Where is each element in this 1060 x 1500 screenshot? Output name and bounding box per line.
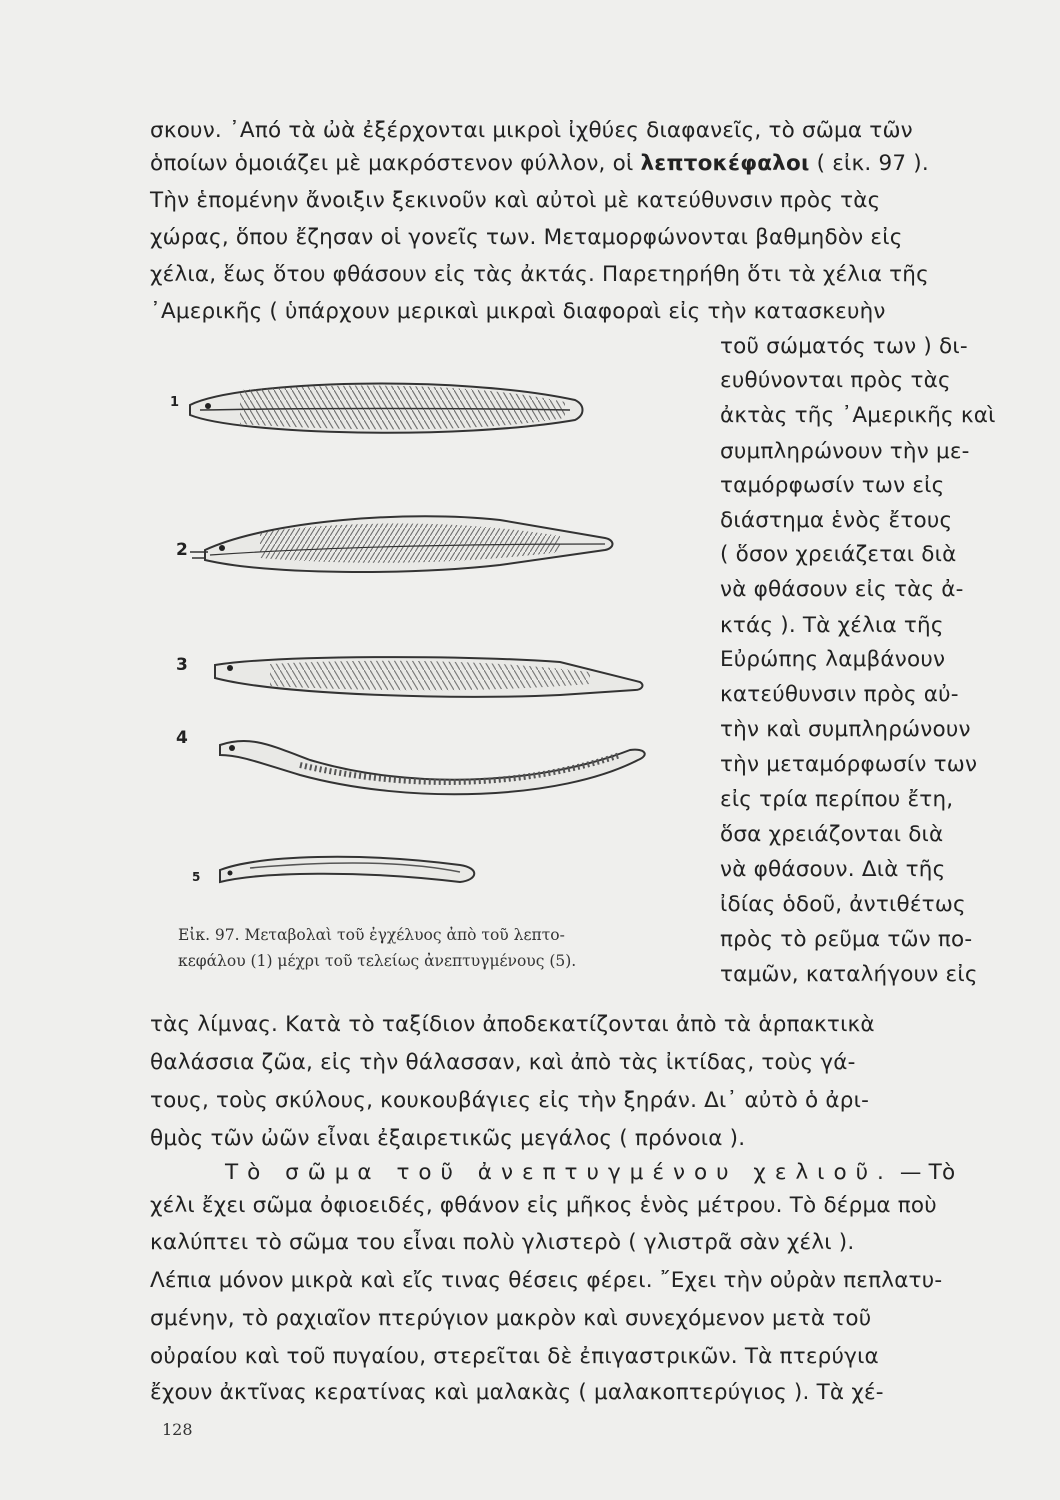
text-fragment: ὁποίων ὁμοιάζει μὲ μακρόστενον φύλλον, οἱ [150,151,634,176]
text-line: εἰς τρία περίπου ἔτη, [720,787,954,812]
text-line: Λέπια μόνον μικρὰ καὶ εἴς τινας θέσεις φέρει. ῎Εχει τὴν οὐρὰν πεπλατυ- [150,1268,943,1293]
text-line [150,151,929,176]
eel-stage-3-drawing [215,657,642,697]
text-line: τοῦ σώματός των ) δι- [720,334,968,359]
text-line: κατεύθυνσιν πρὸς αὐ- [720,682,959,707]
stage-label: 4 [176,728,188,748]
eel-stage-4-drawing [220,741,645,794]
text-line: ἔχουν ἀκτῖνας κερατίνας καὶ μαλακὰς ( μαλακοπτερύγιος ). Τὰ χέ- [150,1380,884,1405]
section-dash: — Τὸ [899,1160,956,1185]
text-line: χέλι ἔχει σῶμα ὀφιοειδές, φθάνον εἰς μῆκος ἑνὸς μέτρου. Τὸ δέρμα ποὺ [150,1193,937,1218]
text-line: ταμόρφωσίν των εἰς [720,473,945,498]
text-line: τὴν καὶ συμπληρώνουν [720,717,971,742]
figure-caption-line: Εἰκ. 97. Μεταβολαὶ τοῦ ἐγχέλυος ἀπὸ τοῦ λεπτο- [178,926,565,944]
stage-label: 5 [192,870,201,884]
eel-stage-1-drawing [190,384,583,433]
text-line: ἀκτὰς τῆς ᾿Αμερικῆς καὶ [720,403,996,428]
text-line: ἰδίας ὁδοῦ, ἀντιθέτως [720,892,966,917]
section-heading: Τὸ σῶμα τοῦ ἀνεπτυγμένου χελιοῦ. [225,1160,893,1185]
eel-stage-2-drawing [190,516,613,572]
text-line: Εὐρώπης λαμβάνουν [720,647,946,672]
stage-label: 1 [170,395,180,410]
text-line: Τὴν ἑπομένην ἄνοιξιν ξεκινοῦν καὶ αὐτοὶ μὲ κατεύθυνσιν πρὸς τὰς [150,188,881,213]
eel-stage-5-drawing [220,857,474,882]
text-line: οὐραίου καὶ τοῦ πυγαίου, στερεῖται δὲ ἐπιγαστρικῶν. Τὰ πτερύγια [150,1344,879,1369]
text-line: τους, τοὺς σκύλους, κουκουβάγιες εἰς τὴν ξηράν. Δι᾿ αὐτὸ ὁ ἀρι- [150,1088,870,1113]
text-line: θμὸς τῶν ὠῶν εἶναι ἐξαιρετικῶς μεγάλος ( πρόνοια ). [150,1126,746,1151]
text-line: καλύπτει τὸ σῶμα του εἶναι πολὺ γλιστερὸ ( γλιστρᾶ σὰν χέλι ). [150,1230,855,1255]
text-line: χώρας, ὅπου ἔζησαν οἱ γονεῖς των. Μεταμορφώνονται βαθμηδὸν εἰς [150,225,903,250]
text-line: πρὸς τὸ ρεῦμα τῶν πο- [720,927,973,952]
text-line: σκουν. ᾿Από τὰ ὠὰ ἐξέρχονται μικροὶ ἰχθύες διαφανεῖς, τὸ σῶμα τῶν [150,118,913,143]
text-line: χέλια, ἕως ὅτου φθάσουν εἰς τὰς ἀκτάς. Παρετηρήθη ὅτι τὰ χέλια τῆς [150,262,929,287]
text-line: τὰς λίμνας. Κατὰ τὸ ταξίδιον ἀποδεκατίζονται ἀπὸ τὰ ἁρπακτικὰ [150,1012,875,1037]
text-line: νὰ φθάσουν εἰς τὰς ἀ- [720,577,964,602]
text-line: κτάς ). Τὰ χέλια τῆς [720,613,944,638]
text-line: τὴν μεταμόρφωσίν των [720,752,978,777]
stage-label: 3 [176,655,188,675]
text-line: σμένην, τὸ ραχιαῖον πτερύγιον μακρὸν καὶ συνεχόμενον μετὰ τοῦ [150,1306,872,1331]
text-line: συμπληρώνουν τὴν με- [720,439,970,464]
figure-reference: ( εἰκ. 97 ). [816,151,929,176]
eel-metamorphosis-figure [160,360,700,920]
text-line: διάστημα ἑνὸς ἔτους [720,508,953,533]
section-heading-line [225,1160,955,1185]
text-line: ὅσα χρειάζονται διὰ [720,822,944,847]
bold-term: λεπτοκέφαλοι [640,151,810,176]
stage-label: 2 [176,540,188,560]
text-line: ᾿Αμερικῆς ( ὑπάρχουν μερικαὶ μικραὶ διαφοραὶ εἰς τὴν κατασκευὴν [150,299,886,324]
text-line: θαλάσσια ζῶα, εἰς τὴν θάλασσαν, καὶ ἀπὸ τὰς ἰκτίδας, τοὺς γά- [150,1050,856,1075]
text-line: ευθύνονται πρὸς τὰς [720,368,951,393]
text-line: νὰ φθάσουν. Διὰ τῆς [720,857,946,882]
text-line: ( ὅσον χρειάζεται διὰ [720,542,957,567]
page-number: 128 [162,1420,193,1439]
figure-caption-line: κεφάλου (1) μέχρι τοῦ τελείως ἀνεπτυγμένους (5). [178,952,577,970]
text-line: ταμῶν, καταλήγουν εἰς [720,962,978,987]
